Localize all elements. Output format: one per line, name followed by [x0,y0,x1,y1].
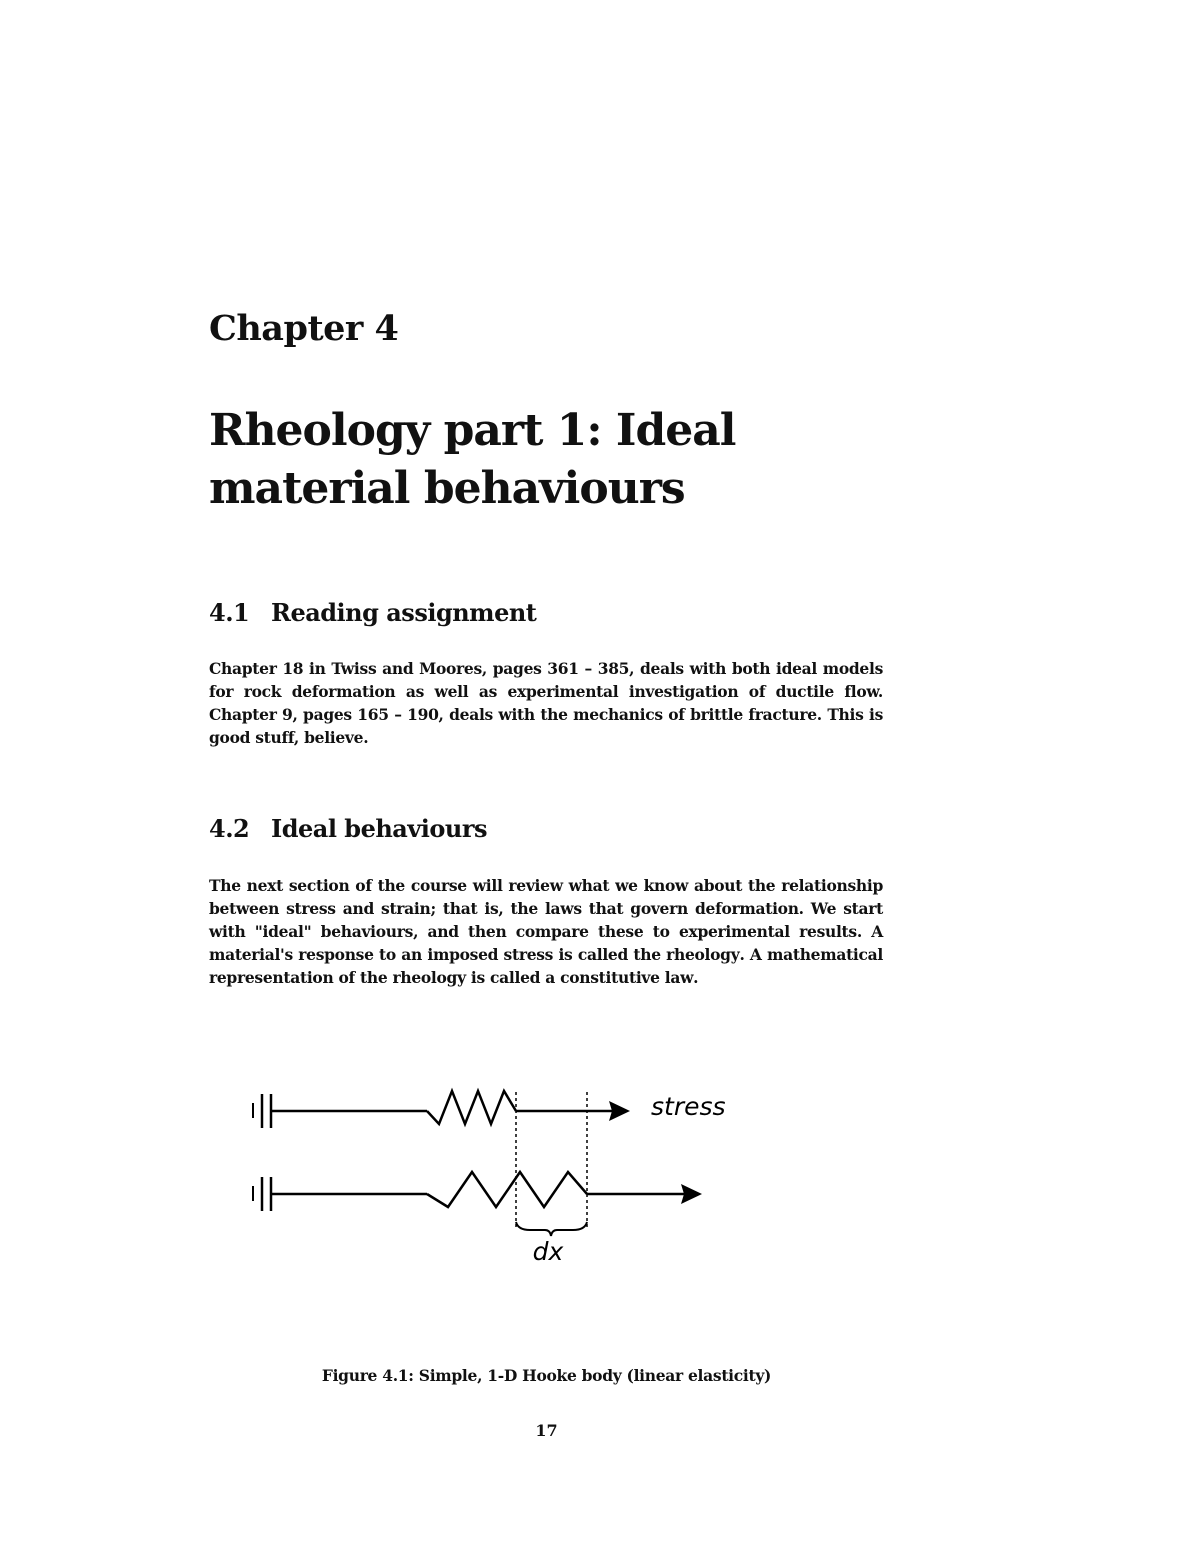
figure-caption: Figure 4.1: Simple, 1-D Hooke body (linear elasticity) [321,1366,772,1385]
dx-brace [516,1222,587,1236]
arrow-head [609,1101,630,1121]
stretched-spring-row [253,1091,726,1128]
relaxed-spring-row [253,1172,702,1211]
chapter-label: Chapter 4 [209,308,399,349]
section-title: Ideal behaviours [271,814,488,843]
spring-zigzag [427,1091,516,1124]
arrow-head [681,1184,702,1204]
dx-label: dx [532,1237,564,1266]
ideal-behaviours-paragraph [209,874,883,989]
paragraph-text: . A mathematical representation of the rheology is called a [209,945,883,987]
spring-zigzag [427,1172,587,1207]
paragraph-text: The next section of the course will review what we know about the relationship between stress and strain; that is, the laws that govern deformation. We start with "ideal" behaviours, and then compare these to experimental results. A material's response to an imposed stress is called the [209,876,883,964]
section-title: Reading assignment [271,598,537,627]
paragraph-text: . [693,968,699,987]
stress-label: stress [651,1092,726,1121]
term-constitutive-law: constitutive law [560,968,694,987]
hooke-body-figure [240,1080,760,1280]
page-number: 17 [535,1421,558,1440]
chapter-title: Rheology part 1: Ideal material behaviours [209,405,736,514]
section-heading-ideal-behaviours [209,814,487,843]
section-heading-reading-assignment [209,598,536,627]
section-number: 4.1 [209,598,250,627]
section-number: 4.2 [209,814,250,843]
term-rheology: rheology [666,945,740,964]
reading-assignment-paragraph: Chapter 18 in Twiss and Moores, pages 361 – 385, deals with both ideal models for rock deformation as well as experimental investigation of ductile flow. Chapter 9, pages 165 – 190, deals with the mechanics of brittle fracture. This is good stuff, believe. [209,659,883,747]
